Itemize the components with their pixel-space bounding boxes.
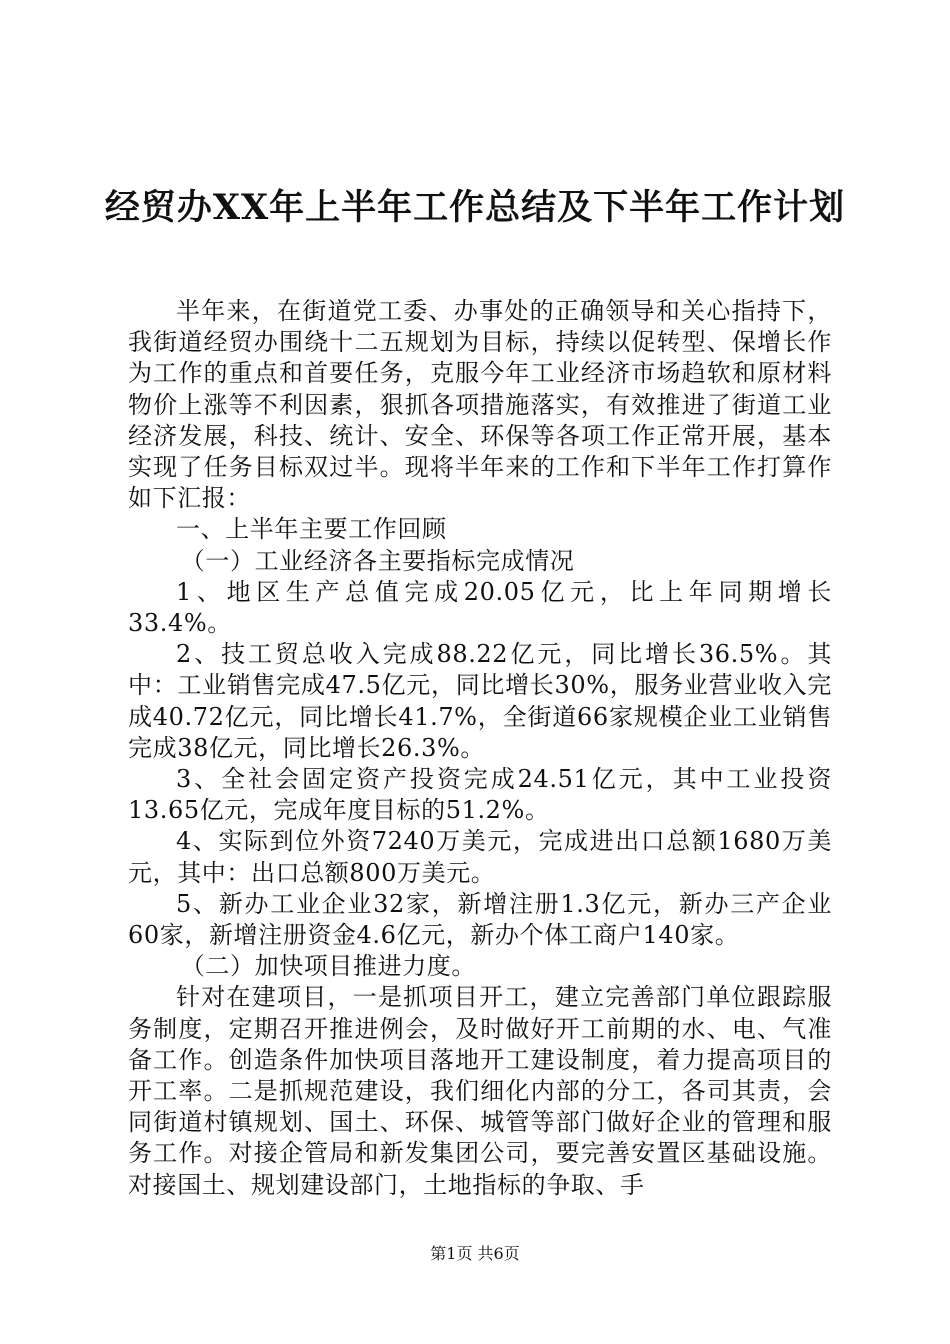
subsection-heading-projects: （二）加快项目推进力度。 bbox=[180, 952, 476, 981]
document-title: 经贸办XX年上半年工作总结及下半年工作计划 bbox=[104, 187, 846, 228]
paragraph-item-2: 2、技工贸总收入完成88.22亿元，同比增长36.5%。其中：工业销售完成47.5亿元，同比增长30%，服务业营业收入完成40.72亿元，同比增长41.7%，全街道66家规模企业工业销售完成38亿元，同比增长26.3%。 bbox=[128, 640, 832, 762]
section-heading-review: 一、上半年主要工作回顾 bbox=[176, 515, 447, 544]
document-body bbox=[128, 296, 832, 1201]
paragraph-intro: 半年来，在街道党工委、办事处的正确领导和关心指持下，我街道经贸办围绕十二五规划为目标，持续以促转型、保增长作为工作的重点和首要任务，克服今年工业经济市场趋软和原材料物价上涨等不利因素，狠抓各项措施落实，有效推进了街道工业经济发展，科技、统计、安全、环保等各项工作正常开展，基本实现了任务目标双过半。现将半年来的工作和下半年工作打算作如下汇报： bbox=[128, 297, 832, 513]
page-footer: 第1页 共6页 bbox=[430, 1244, 520, 1263]
paragraph-item-5: 5、新办工业企业32家，新增注册1.3亿元，新办三产企业60家，新增注册资金4.6亿元，新办个体工商户140家。 bbox=[128, 889, 832, 950]
paragraph-item-4: 4、实际到位外资7240万美元，完成进出口总额1680万美元，其中：出口总额800万美元。 bbox=[128, 827, 832, 887]
paragraph-item-1: 1、地区生产总值完成20.05亿元，比上年同期增长33.4%。 bbox=[128, 577, 832, 638]
paragraph-projects: 针对在建项目，一是抓项目开工，建立完善部门单位跟踪服务制度，定期召开推进例会，及时做好开工前期的水、电、气准备工作。创造条件加快项目落地开工建设制度，着力提高项目的开工率。二是抓规范建设，我们细化内部的分工，各司其责，会同街道村镇规划、国土、环保、城管等部门做好企业的管理和服务工作。对接企管局和新发集团公司，要完善安置区基础设施。对接国土、规划建设部门，土地指标的争取、手 bbox=[128, 983, 832, 1199]
paragraph-item-3: 3、全社会固定资产投资完成24.51亿元，其中工业投资13.65亿元，完成年度目标的51.2%。 bbox=[128, 765, 832, 825]
subsection-heading-indicators: （一）工业经济各主要指标完成情况 bbox=[180, 546, 575, 575]
